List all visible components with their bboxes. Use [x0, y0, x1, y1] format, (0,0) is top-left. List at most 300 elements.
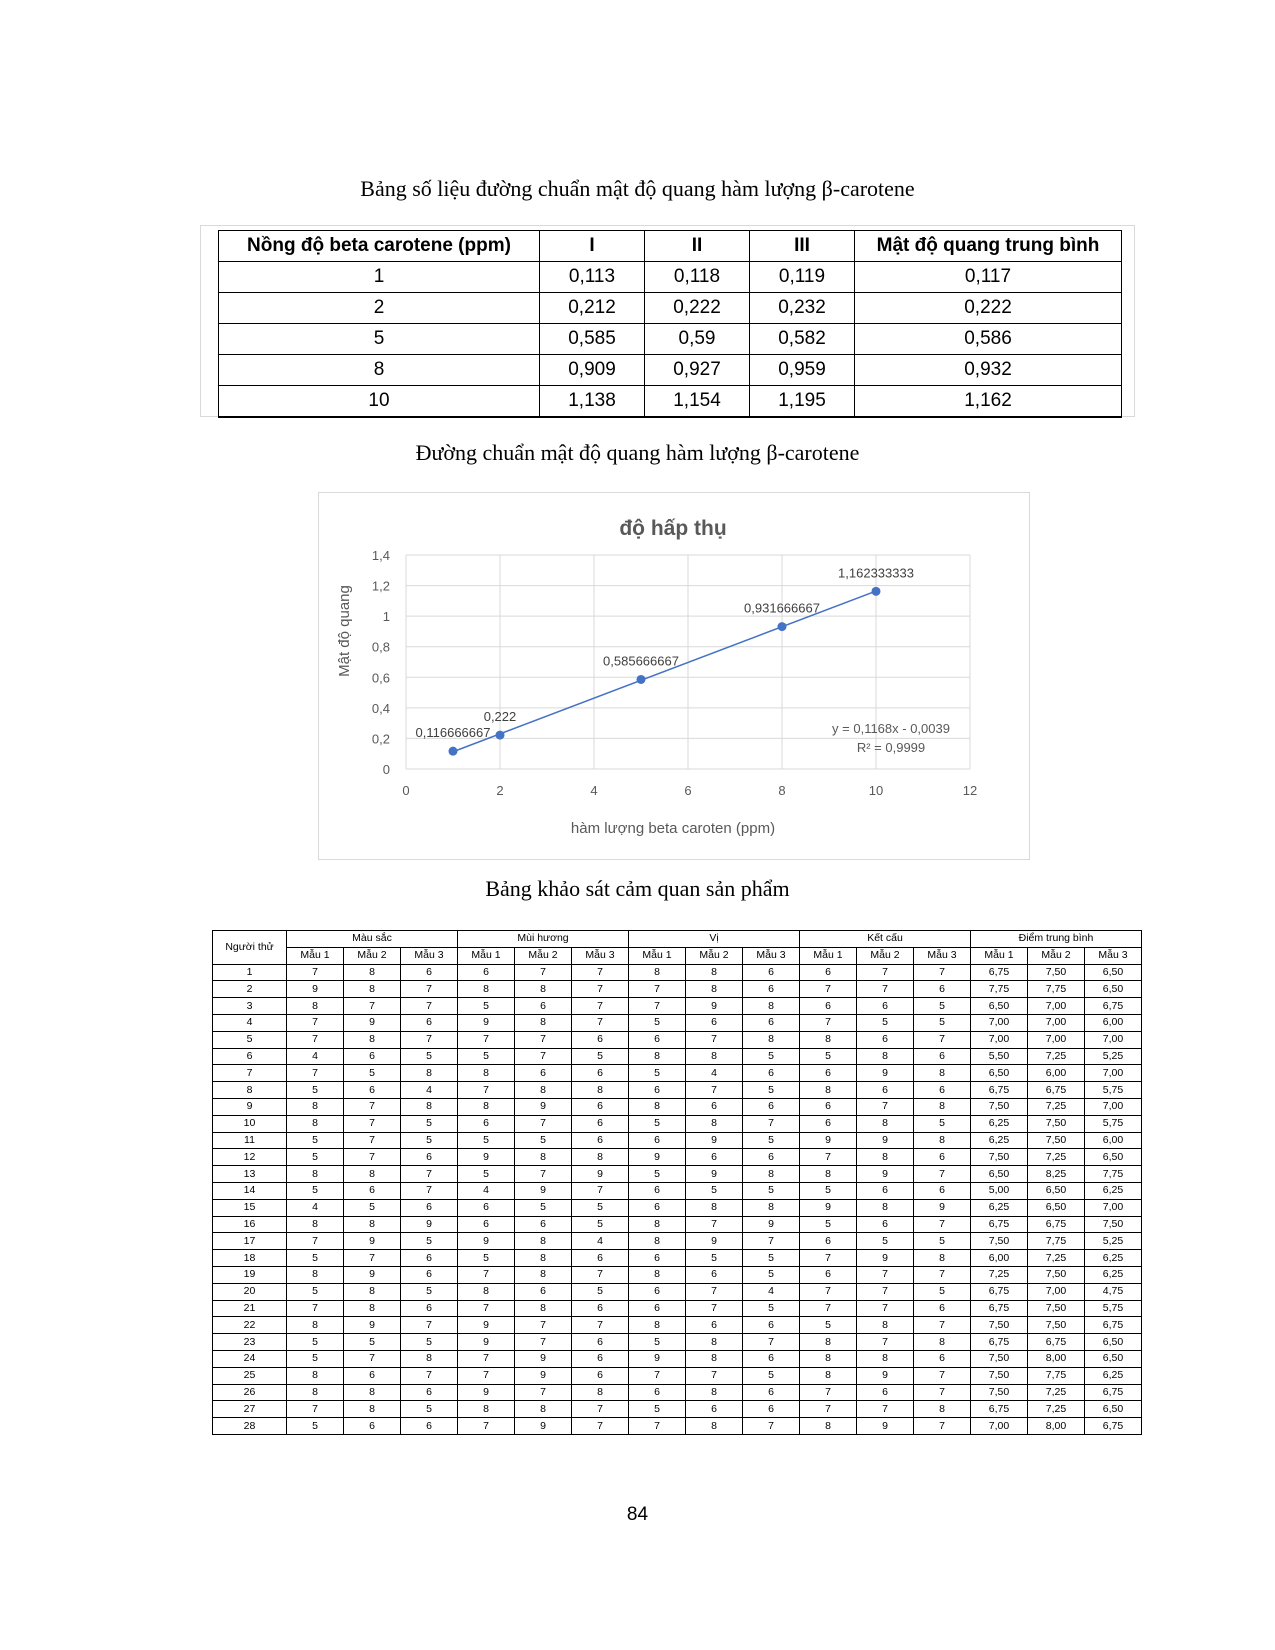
table-cell: 8 — [914, 1401, 971, 1418]
table-cell: 5 — [458, 1048, 515, 1065]
table-cell: 2 — [213, 981, 287, 998]
table-cell: 7,25 — [1028, 1098, 1085, 1115]
subheader-sample: Mẫu 2 — [686, 947, 743, 964]
table-cell: 8 — [800, 1334, 857, 1351]
table-cell: 9 — [458, 1233, 515, 1250]
table-cell: 6,00 — [1028, 1065, 1085, 1082]
table-cell: 7,50 — [1028, 1132, 1085, 1149]
table-cell: 7 — [629, 1367, 686, 1384]
table-cell: 8 — [914, 1098, 971, 1115]
table-cell: 8 — [344, 1031, 401, 1048]
table-cell: 7 — [914, 1317, 971, 1334]
table-cell: 0,586 — [855, 324, 1122, 355]
data-point — [449, 747, 458, 756]
table-cell: 8 — [743, 1199, 800, 1216]
table-row — [213, 1367, 1142, 1384]
table-cell: 8 — [800, 1418, 857, 1435]
subheader-sample: Mẫu 1 — [971, 947, 1028, 964]
table-cell: 7,25 — [971, 1266, 1028, 1283]
table-cell: 7 — [344, 1149, 401, 1166]
y-tick-label: 0,8 — [371, 639, 390, 655]
table-row — [213, 1233, 1142, 1250]
table-cell: 7,50 — [971, 1384, 1028, 1401]
table-cell: 8 — [572, 1384, 629, 1401]
table-cell: 7 — [458, 1418, 515, 1435]
table-cell: 9 — [800, 1132, 857, 1149]
table-cell: 6 — [401, 1250, 458, 1267]
table-cell: 8 — [287, 1098, 344, 1115]
table-cell: 7 — [401, 1367, 458, 1384]
subheader-sample: Mẫu 3 — [572, 947, 629, 964]
table-cell: 7,25 — [1028, 1384, 1085, 1401]
table-cell: 9 — [686, 998, 743, 1015]
table-cell: 8 — [515, 1082, 572, 1099]
table-cell: 5 — [629, 1401, 686, 1418]
table-cell: 7 — [857, 1300, 914, 1317]
table-cell: 7 — [344, 1350, 401, 1367]
table-cell: 2 — [219, 293, 540, 324]
table-cell: 6,75 — [1085, 1418, 1142, 1435]
table-cell: 5 — [914, 1233, 971, 1250]
table-cell: 7 — [743, 1334, 800, 1351]
table-cell: 6,50 — [1085, 981, 1142, 998]
table-cell: 7 — [401, 1166, 458, 1183]
table-cell: 8 — [458, 1065, 515, 1082]
table-cell: 6 — [401, 1199, 458, 1216]
table-cell: 1 — [213, 964, 287, 981]
table-cell: 6 — [686, 1266, 743, 1283]
table-cell: 5 — [287, 1182, 344, 1199]
table-cell: 7 — [515, 1031, 572, 1048]
table-row — [213, 1350, 1142, 1367]
table-cell: 18 — [213, 1250, 287, 1267]
table-cell: 9 — [344, 1014, 401, 1031]
table-cell: 8 — [629, 1233, 686, 1250]
table-cell: 8 — [743, 1031, 800, 1048]
table-cell: 6 — [629, 1182, 686, 1199]
table-row — [219, 355, 1122, 386]
calibration-chart — [318, 492, 1030, 860]
table-cell: 5 — [219, 324, 540, 355]
table-cell: 6,00 — [1085, 1132, 1142, 1149]
table-row — [219, 293, 1122, 324]
table-cell: 6,75 — [971, 1300, 1028, 1317]
table-cell: 7,50 — [971, 1317, 1028, 1334]
table-cell: 5 — [629, 1166, 686, 1183]
table-cell: 5 — [743, 1367, 800, 1384]
table-cell: 8 — [629, 1317, 686, 1334]
table-cell: 7,50 — [971, 1350, 1028, 1367]
subheader-sample: Mẫu 2 — [1028, 947, 1085, 964]
table-cell: 5 — [458, 998, 515, 1015]
table-cell: 7 — [743, 1233, 800, 1250]
table-cell: 8 — [800, 1350, 857, 1367]
table-cell: 5 — [287, 1418, 344, 1435]
table-cell: 6 — [914, 1048, 971, 1065]
table-cell: 5 — [743, 1300, 800, 1317]
table-cell: 7 — [686, 1031, 743, 1048]
table-cell: 6,25 — [1085, 1367, 1142, 1384]
table1-caption: Bảng số liệu đường chuẩn mật độ quang hàm lượng β-carotene — [360, 176, 915, 201]
table-cell: 7 — [515, 1334, 572, 1351]
data-point-label: 1,162333333 — [838, 565, 914, 581]
table-cell: 6,75 — [1085, 1384, 1142, 1401]
table-cell: 9 — [686, 1132, 743, 1149]
table-cell: 8 — [287, 1317, 344, 1334]
table-cell: 7 — [572, 1182, 629, 1199]
table-cell: 6 — [629, 1082, 686, 1099]
table-row — [219, 262, 1122, 293]
table-cell: 6 — [857, 1082, 914, 1099]
table-row — [213, 1250, 1142, 1267]
table-cell: 6 — [401, 1384, 458, 1401]
subheader-sample: Mẫu 3 — [914, 947, 971, 964]
table-cell: 5 — [800, 1317, 857, 1334]
table-cell: 8 — [344, 1384, 401, 1401]
table-cell: 9 — [344, 1233, 401, 1250]
table-cell: 7 — [287, 1014, 344, 1031]
table-cell: 6 — [401, 1300, 458, 1317]
table-cell: 6,75 — [1028, 1334, 1085, 1351]
table-cell: 5 — [857, 1014, 914, 1031]
chart-caption: Đường chuẩn mật độ quang hàm lượng β-carotene — [415, 440, 860, 465]
trendline-equation: y = 0,1168x - 0,0039 — [832, 721, 950, 736]
header-group-taste: Vị — [629, 931, 800, 948]
x-tick-label: 4 — [590, 783, 598, 798]
sensory-table — [212, 930, 1142, 1435]
table-cell: 5 — [572, 1199, 629, 1216]
y-tick-label: 0,6 — [371, 670, 390, 686]
table-cell: 5 — [743, 1082, 800, 1099]
table-cell: 5 — [344, 1199, 401, 1216]
x-tick-label: 2 — [496, 783, 504, 798]
table-cell: 6 — [629, 1031, 686, 1048]
table-cell: 6,75 — [971, 964, 1028, 981]
chart-svg — [319, 493, 1029, 859]
table-cell: 7,25 — [1028, 1250, 1085, 1267]
table-cell: 7 — [515, 1166, 572, 1183]
header-concentration: Nồng độ beta carotene (ppm) — [219, 231, 540, 262]
table-cell: 6,50 — [1028, 1182, 1085, 1199]
table-row — [213, 1317, 1142, 1334]
table-cell: 4 — [458, 1182, 515, 1199]
table-cell: 7 — [743, 1418, 800, 1435]
table-cell: 5 — [686, 1250, 743, 1267]
table-cell: 7 — [800, 1283, 857, 1300]
table-cell: 6 — [743, 981, 800, 998]
table-cell: 5 — [287, 1149, 344, 1166]
table-cell: 6 — [914, 981, 971, 998]
table-cell: 7,75 — [1028, 1367, 1085, 1384]
table-cell: 6,50 — [1085, 1334, 1142, 1351]
table-cell: 8 — [686, 1418, 743, 1435]
table-cell: 7 — [629, 1418, 686, 1435]
header-person: Người thử — [213, 931, 287, 965]
table-cell: 7 — [914, 1216, 971, 1233]
table-cell: 9 — [344, 1317, 401, 1334]
table-cell: 6 — [914, 1082, 971, 1099]
table-cell: 7,00 — [1028, 998, 1085, 1015]
table-cell: 7 — [572, 1401, 629, 1418]
table-cell: 27 — [213, 1401, 287, 1418]
table-cell: 7 — [515, 1048, 572, 1065]
table-cell: 5 — [287, 1283, 344, 1300]
table-cell: 5 — [800, 1216, 857, 1233]
table-cell: 5 — [800, 1182, 857, 1199]
table-cell: 7 — [401, 1317, 458, 1334]
subheader-sample: Mẫu 3 — [743, 947, 800, 964]
table-cell: 7,50 — [971, 1098, 1028, 1115]
table-cell: 6 — [515, 1216, 572, 1233]
table-cell: 4 — [686, 1065, 743, 1082]
table-cell: 9 — [857, 1065, 914, 1082]
table-cell: 19 — [213, 1266, 287, 1283]
table-cell: 6 — [743, 1401, 800, 1418]
table-cell: 5 — [914, 1014, 971, 1031]
header-rep-2: II — [645, 231, 750, 262]
table-cell: 5 — [515, 1199, 572, 1216]
table-cell: 5 — [914, 1115, 971, 1132]
table-cell: 8 — [686, 981, 743, 998]
table-cell: 6,75 — [1085, 998, 1142, 1015]
table-cell: 8 — [743, 1166, 800, 1183]
table-cell: 8 — [800, 1166, 857, 1183]
table-cell: 6 — [629, 1300, 686, 1317]
table-cell: 6 — [458, 1199, 515, 1216]
table-cell: 7 — [800, 1300, 857, 1317]
table-cell: 6,75 — [971, 1216, 1028, 1233]
table-row — [213, 1401, 1142, 1418]
table-cell: 6 — [629, 1250, 686, 1267]
table-cell: 5,25 — [1085, 1048, 1142, 1065]
table-row — [213, 1149, 1142, 1166]
x-tick-label: 12 — [962, 783, 978, 798]
table-cell: 8,00 — [1028, 1418, 1085, 1435]
table-cell: 6 — [857, 1182, 914, 1199]
table-cell: 4 — [287, 1199, 344, 1216]
table-cell: 6 — [572, 1031, 629, 1048]
table-cell: 6 — [857, 1216, 914, 1233]
table-cell: 7,00 — [1085, 1199, 1142, 1216]
data-point-label: 0,116666667 — [415, 725, 491, 741]
table-cell: 7 — [572, 1418, 629, 1435]
table-cell: 8 — [572, 1082, 629, 1099]
table-cell: 6,50 — [1085, 964, 1142, 981]
table-row — [213, 1182, 1142, 1199]
table-cell: 8 — [914, 1065, 971, 1082]
table-cell: 5 — [686, 1182, 743, 1199]
table-cell: 5 — [401, 1233, 458, 1250]
table-cell: 9 — [515, 1182, 572, 1199]
data-point — [496, 731, 505, 740]
table-cell: 28 — [213, 1418, 287, 1435]
table-cell: 5 — [287, 1334, 344, 1351]
table-cell: 5 — [401, 1115, 458, 1132]
table-cell: 8 — [515, 981, 572, 998]
table-cell: 8 — [458, 1283, 515, 1300]
table-cell: 21 — [213, 1300, 287, 1317]
table-cell: 6 — [572, 1250, 629, 1267]
table-cell: 8 — [515, 1300, 572, 1317]
table-cell: 6 — [629, 1283, 686, 1300]
table-cell: 8 — [914, 1250, 971, 1267]
table-cell: 8 — [857, 1048, 914, 1065]
table-cell: 6 — [213, 1048, 287, 1065]
table-cell: 7 — [344, 1250, 401, 1267]
table-row — [213, 998, 1142, 1015]
table-cell: 5 — [213, 1031, 287, 1048]
table-row — [213, 1418, 1142, 1435]
table-cell: 5 — [857, 1233, 914, 1250]
table-cell: 9 — [344, 1266, 401, 1283]
table-cell: 9 — [458, 1384, 515, 1401]
table-cell: 6 — [572, 1132, 629, 1149]
table-cell: 6 — [743, 1014, 800, 1031]
table-cell: 6 — [800, 1115, 857, 1132]
table-cell: 6 — [686, 1149, 743, 1166]
chart-title: độ hấp thụ — [619, 517, 727, 540]
table-cell: 6 — [572, 1334, 629, 1351]
table2-caption: Bảng khảo sát cảm quan sản phẩm — [485, 876, 790, 901]
trendline-r-squared: R² = 0,9999 — [856, 740, 926, 755]
table-cell: 6 — [401, 1014, 458, 1031]
table-cell: 1,195 — [750, 386, 855, 418]
table-header-row — [213, 931, 1142, 948]
table-cell: 0,959 — [750, 355, 855, 386]
table-cell: 0,118 — [645, 262, 750, 293]
table-cell: 5 — [743, 1132, 800, 1149]
table-cell: 6 — [572, 1098, 629, 1115]
table-cell: 6,25 — [971, 1132, 1028, 1149]
table-cell: 8 — [287, 1166, 344, 1183]
table-cell: 5 — [800, 1048, 857, 1065]
table-row — [213, 1216, 1142, 1233]
table-cell: 1,154 — [645, 386, 750, 418]
table-cell: 6 — [800, 964, 857, 981]
table-cell: 9 — [515, 1098, 572, 1115]
header-group-texture: Kết cấu — [800, 931, 971, 948]
subheader-sample: Mẫu 1 — [800, 947, 857, 964]
table-cell: 8 — [686, 1334, 743, 1351]
table-cell: 6,25 — [971, 1199, 1028, 1216]
subheader-sample: Mẫu 2 — [857, 947, 914, 964]
table-cell: 7,00 — [1085, 1098, 1142, 1115]
table-cell: 4 — [572, 1233, 629, 1250]
table-cell: 6 — [800, 1233, 857, 1250]
table-cell: 9 — [857, 1166, 914, 1183]
table-cell: 6 — [743, 1098, 800, 1115]
table-cell: 8 — [686, 1384, 743, 1401]
table-cell: 7,00 — [1028, 1014, 1085, 1031]
table-cell: 6,75 — [971, 1082, 1028, 1099]
data-point-label: 0,222 — [483, 709, 517, 725]
table-cell: 7,50 — [1085, 1216, 1142, 1233]
table-cell: 7 — [572, 1266, 629, 1283]
table-cell: 8 — [287, 1367, 344, 1384]
table-cell: 5 — [629, 1334, 686, 1351]
table-cell: 0,927 — [645, 355, 750, 386]
table-cell: 5 — [572, 1283, 629, 1300]
table-cell: 8 — [629, 1048, 686, 1065]
table-cell: 9 — [857, 1250, 914, 1267]
table-cell: 6 — [686, 1317, 743, 1334]
x-tick-label: 10 — [868, 783, 884, 798]
table-cell: 9 — [213, 1098, 287, 1115]
table-cell: 6 — [800, 998, 857, 1015]
table-row — [213, 1031, 1142, 1048]
table-cell: 8 — [800, 1031, 857, 1048]
table-cell: 6 — [914, 1350, 971, 1367]
table-cell: 9 — [857, 1132, 914, 1149]
data-point — [778, 622, 787, 631]
table-cell: 7 — [458, 1300, 515, 1317]
table-cell: 7 — [572, 981, 629, 998]
page-number: 84 — [626, 1504, 649, 1525]
table-cell: 5,50 — [971, 1048, 1028, 1065]
table-cell: 6,75 — [971, 1334, 1028, 1351]
table-cell: 8 — [515, 1149, 572, 1166]
table-cell: 5 — [572, 1216, 629, 1233]
table-cell: 6 — [743, 1149, 800, 1166]
table-cell: 7 — [914, 1031, 971, 1048]
table-cell: 0,232 — [750, 293, 855, 324]
table-cell: 7,00 — [971, 1031, 1028, 1048]
table-cell: 7 — [857, 1098, 914, 1115]
subheader-sample: Mẫu 3 — [1085, 947, 1142, 964]
table-cell: 5 — [287, 1132, 344, 1149]
table-cell: 7,25 — [1028, 1048, 1085, 1065]
table-cell: 9 — [515, 1350, 572, 1367]
table-cell: 7 — [572, 964, 629, 981]
table-cell: 7,25 — [1028, 1149, 1085, 1166]
table-cell: 5 — [743, 1182, 800, 1199]
table-cell: 6 — [344, 1367, 401, 1384]
table-cell: 8 — [800, 1367, 857, 1384]
table-cell: 10 — [219, 386, 540, 418]
table-cell: 5 — [629, 1065, 686, 1082]
table-cell: 0,212 — [540, 293, 645, 324]
table-cell: 7,50 — [1028, 1317, 1085, 1334]
table-cell: 7 — [287, 1401, 344, 1418]
subheader-sample: Mẫu 2 — [344, 947, 401, 964]
table-cell: 17 — [213, 1233, 287, 1250]
table-cell: 8 — [344, 1166, 401, 1183]
table-cell: 7 — [515, 1384, 572, 1401]
table-cell: 9 — [458, 1317, 515, 1334]
table-cell: 7,00 — [971, 1418, 1028, 1435]
header-group-average: Điểm trung bình — [971, 931, 1142, 948]
table-cell: 6,25 — [1085, 1250, 1142, 1267]
table-cell: 8 — [686, 1350, 743, 1367]
table-cell: 6,50 — [971, 1166, 1028, 1183]
table-cell: 8 — [629, 1098, 686, 1115]
table-cell: 7 — [401, 981, 458, 998]
table-cell: 6,25 — [1085, 1266, 1142, 1283]
table-row — [213, 1283, 1142, 1300]
table-cell: 5 — [401, 1132, 458, 1149]
table-cell: 6 — [686, 1401, 743, 1418]
table-cell: 1 — [219, 262, 540, 293]
table-cell: 7,50 — [1028, 1115, 1085, 1132]
table-cell: 7 — [515, 964, 572, 981]
table-cell: 9 — [572, 1166, 629, 1183]
table-cell: 6 — [344, 1048, 401, 1065]
header-mean-od: Mật độ quang trung bình — [855, 231, 1122, 262]
table-cell: 8 — [686, 1048, 743, 1065]
table-cell: 6 — [800, 1266, 857, 1283]
table-cell: 0,119 — [750, 262, 855, 293]
table-cell: 6 — [344, 1418, 401, 1435]
